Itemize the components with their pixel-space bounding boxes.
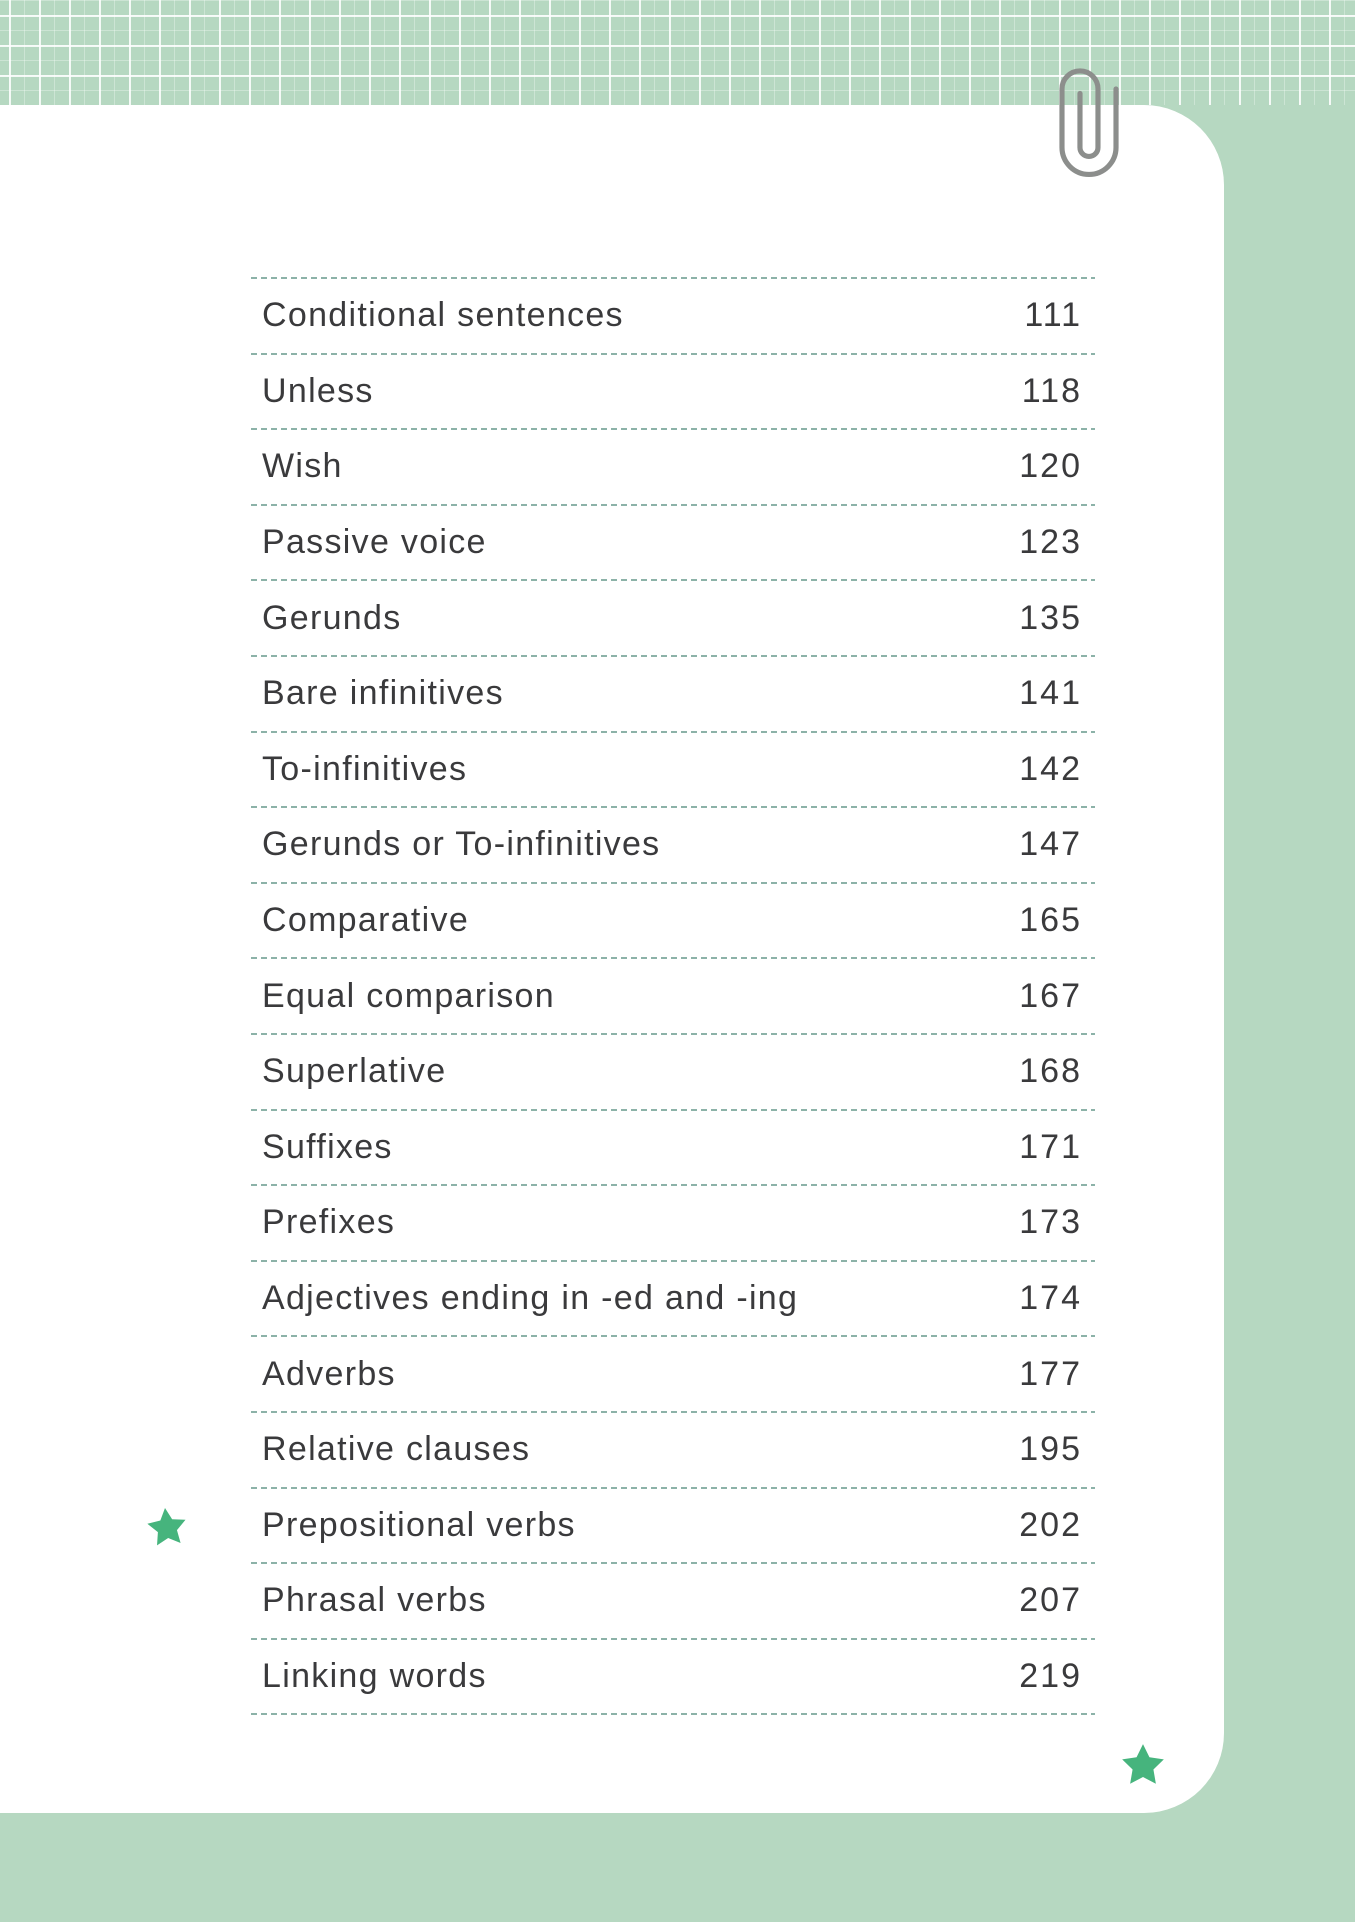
toc-entry-label: Comparative [262,901,470,940]
toc-row [251,279,1095,353]
toc-entry-page: 118 [1021,371,1082,410]
toc-entry-page: 147 [1019,825,1082,864]
toc-entry-label: Relative clauses [262,1430,531,1469]
toc-entry-page: 123 [1019,523,1082,562]
toc-row [251,1337,1095,1411]
toc-entry-label: Suffixes [262,1127,393,1166]
toc-entry-page: 207 [1019,1581,1082,1620]
toc-row [251,733,1095,807]
toc-entry-page: 173 [1019,1203,1082,1242]
star-icon [1118,1740,1168,1790]
toc-row [251,808,1095,882]
toc-entry-page: 135 [1019,598,1082,637]
toc-entry-label: Phrasal verbs [262,1581,487,1620]
toc-entry-label: Adjectives ending in -ed and -ing [262,1279,799,1318]
toc-row [251,1186,1095,1260]
toc-entry-label: Unless [262,371,374,410]
toc-entry-page: 219 [1019,1656,1082,1695]
toc-entry-page: 120 [1019,447,1082,486]
toc-row [251,430,1095,504]
toc-entry-page: 142 [1019,749,1082,788]
toc-entry-page: 168 [1019,1052,1082,1091]
toc-entry-page: 141 [1019,674,1082,713]
toc-row [251,1035,1095,1109]
toc-entry-label: Superlative [262,1052,447,1091]
toc-entry-label: To-infinitives [262,749,468,788]
toc-entry-label: Prepositional verbs [262,1505,576,1544]
toc-entry-label: Conditional sentences [262,296,624,335]
toc-entry-label: Equal comparison [262,976,555,1015]
toc-entry-page: 165 [1019,901,1082,940]
star-icon [142,1502,193,1553]
toc-row [251,657,1095,731]
toc-row [251,506,1095,580]
table-of-contents [251,277,1095,1715]
toc-entry-label: Bare infinitives [262,674,504,713]
toc-entry-page: 111 [1024,296,1082,335]
dotted-divider [251,1713,1095,1715]
toc-entry-label: Prefixes [262,1203,396,1242]
toc-entry-page: 174 [1019,1279,1082,1318]
toc-entry-label: Gerunds or To-infinitives [262,825,661,864]
toc-entry-label: Wish [262,447,343,486]
toc-row [251,581,1095,655]
toc-entry-page: 202 [1019,1505,1082,1544]
toc-entry-label: Linking words [262,1656,487,1695]
toc-row [251,1640,1095,1714]
toc-entry-page: 171 [1019,1127,1082,1166]
toc-row [251,355,1095,429]
toc-row [251,884,1095,958]
toc-row [251,959,1095,1033]
toc-row [251,1262,1095,1336]
toc-row [251,1413,1095,1487]
toc-entry-page: 195 [1019,1430,1082,1469]
toc-entry-label: Passive voice [262,523,487,562]
toc-row [251,1564,1095,1638]
toc-row [251,1111,1095,1185]
toc-entry-label: Adverbs [262,1354,396,1393]
grid-pattern-band [0,0,1355,105]
toc-entry-page: 167 [1019,976,1082,1015]
toc-row [251,1489,1095,1563]
toc-entry-page: 177 [1019,1354,1082,1393]
toc-entry-label: Gerunds [262,598,402,637]
